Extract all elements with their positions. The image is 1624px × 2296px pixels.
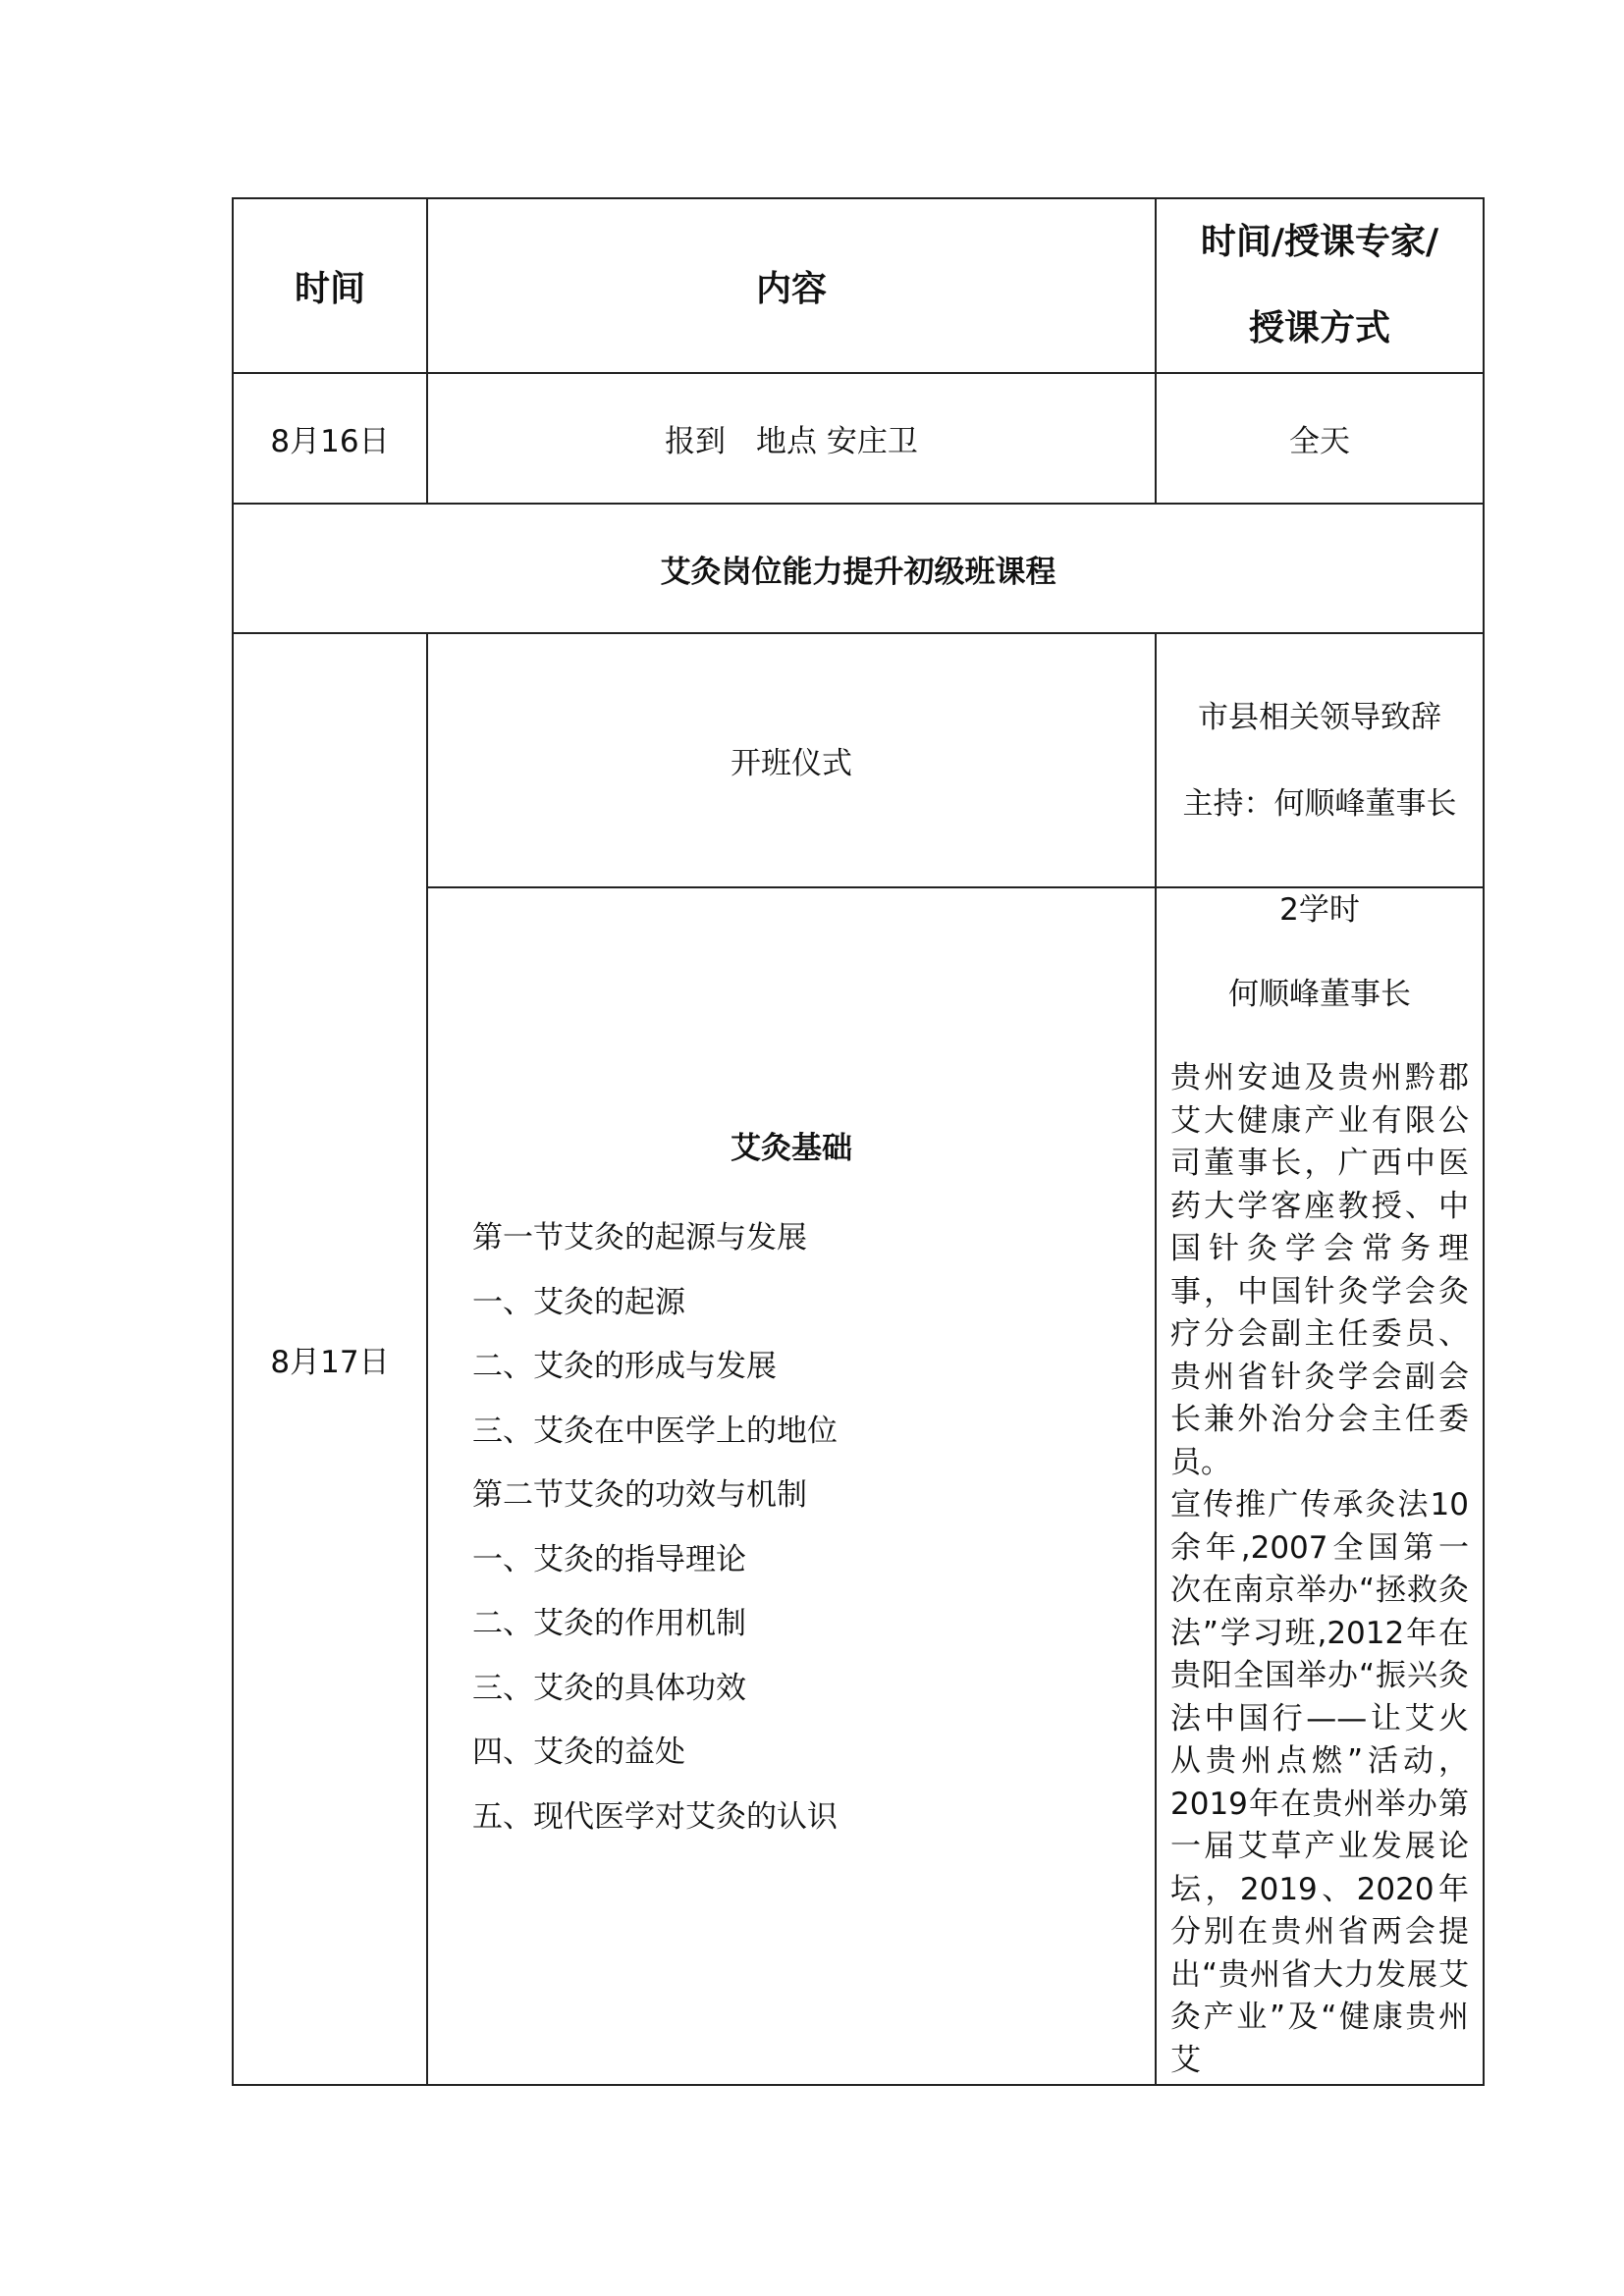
header-content: 内容 — [427, 198, 1156, 373]
header-time-lecturer-method — [1156, 198, 1484, 373]
day16-content: 报到 地点 安庄卫 — [427, 373, 1156, 504]
outline-item: 二、艾灸的作用机制 — [472, 1606, 746, 1641]
day16-right: 全天 — [1156, 373, 1484, 504]
header-row — [233, 198, 1484, 373]
basics-right — [1156, 887, 1484, 2085]
day17-opening-row — [233, 633, 1484, 887]
lecturer-bio: 贵州安迪及贵州黔郡艾大健康产业有限公司董事长，广西中医药大学客座教授、中国针灸学会常务理事，中国针灸学会灸疗分会副主任委员、贵州省针灸学会副会长兼外治分会主任委员。 — [1170, 1060, 1469, 1480]
course-title-row — [233, 504, 1484, 633]
outline-item: 五、现代医学对艾灸的认识 — [472, 1798, 838, 1835]
basics-outline — [428, 1206, 1155, 1849]
day17-date: 8月17日 — [233, 633, 427, 2085]
opening-right — [1156, 633, 1484, 887]
outline-item: 一、艾灸的起源 — [472, 1284, 685, 1320]
basics-lecturer: 何顺峰董事长 — [1228, 977, 1411, 1012]
header-right-line1: 时间/授课专家/ — [1200, 222, 1439, 262]
basics-content — [427, 887, 1156, 2085]
outline-item: 三、艾灸的具体功效 — [472, 1670, 746, 1706]
header-time: 时间 — [233, 198, 427, 373]
day16-row — [233, 373, 1484, 504]
outline-item: 二、艾灸的形成与发展 — [472, 1349, 777, 1384]
opening-right-line1: 市县相关领导致辞 — [1198, 699, 1441, 735]
header-right-line2: 授课方式 — [1248, 308, 1390, 348]
outline-item: 三、艾灸在中医学上的地位 — [472, 1413, 838, 1449]
course-title: 艾灸岗位能力提升初级班课程 — [233, 504, 1484, 633]
outline-item: 第一节艾灸的起源与发展 — [472, 1220, 807, 1255]
course-schedule-table — [232, 197, 1485, 2086]
outline-item: 四、艾灸的益处 — [472, 1735, 685, 1770]
basics-hours: 2学时 — [1279, 892, 1360, 928]
outline-item: 一、艾灸的指导理论 — [472, 1541, 746, 1577]
lecturer-bio-promotion: 宣传推广传承灸法10余年,2007全国第一次在南京举办“拯救灸法”学习班,2012年在贵阳全国举办“振兴灸法中国行——让艾火从贵州点燃”活动， 2019年在贵州举办第一届艾草产业发展论坛，2019、2020年分别在贵州省两会提出“贵州省大力发展艾灸产业”及“健康贵州艾 — [1170, 1487, 1469, 2078]
opening-content: 开班仪式 — [427, 633, 1156, 887]
outline-item: 第二节艾灸的功效与机制 — [472, 1477, 807, 1513]
basics-title: 艾灸基础 — [731, 1131, 852, 1166]
day16-date: 8月16日 — [233, 373, 427, 504]
opening-right-line2: 主持：何顺峰董事长 — [1182, 785, 1457, 822]
